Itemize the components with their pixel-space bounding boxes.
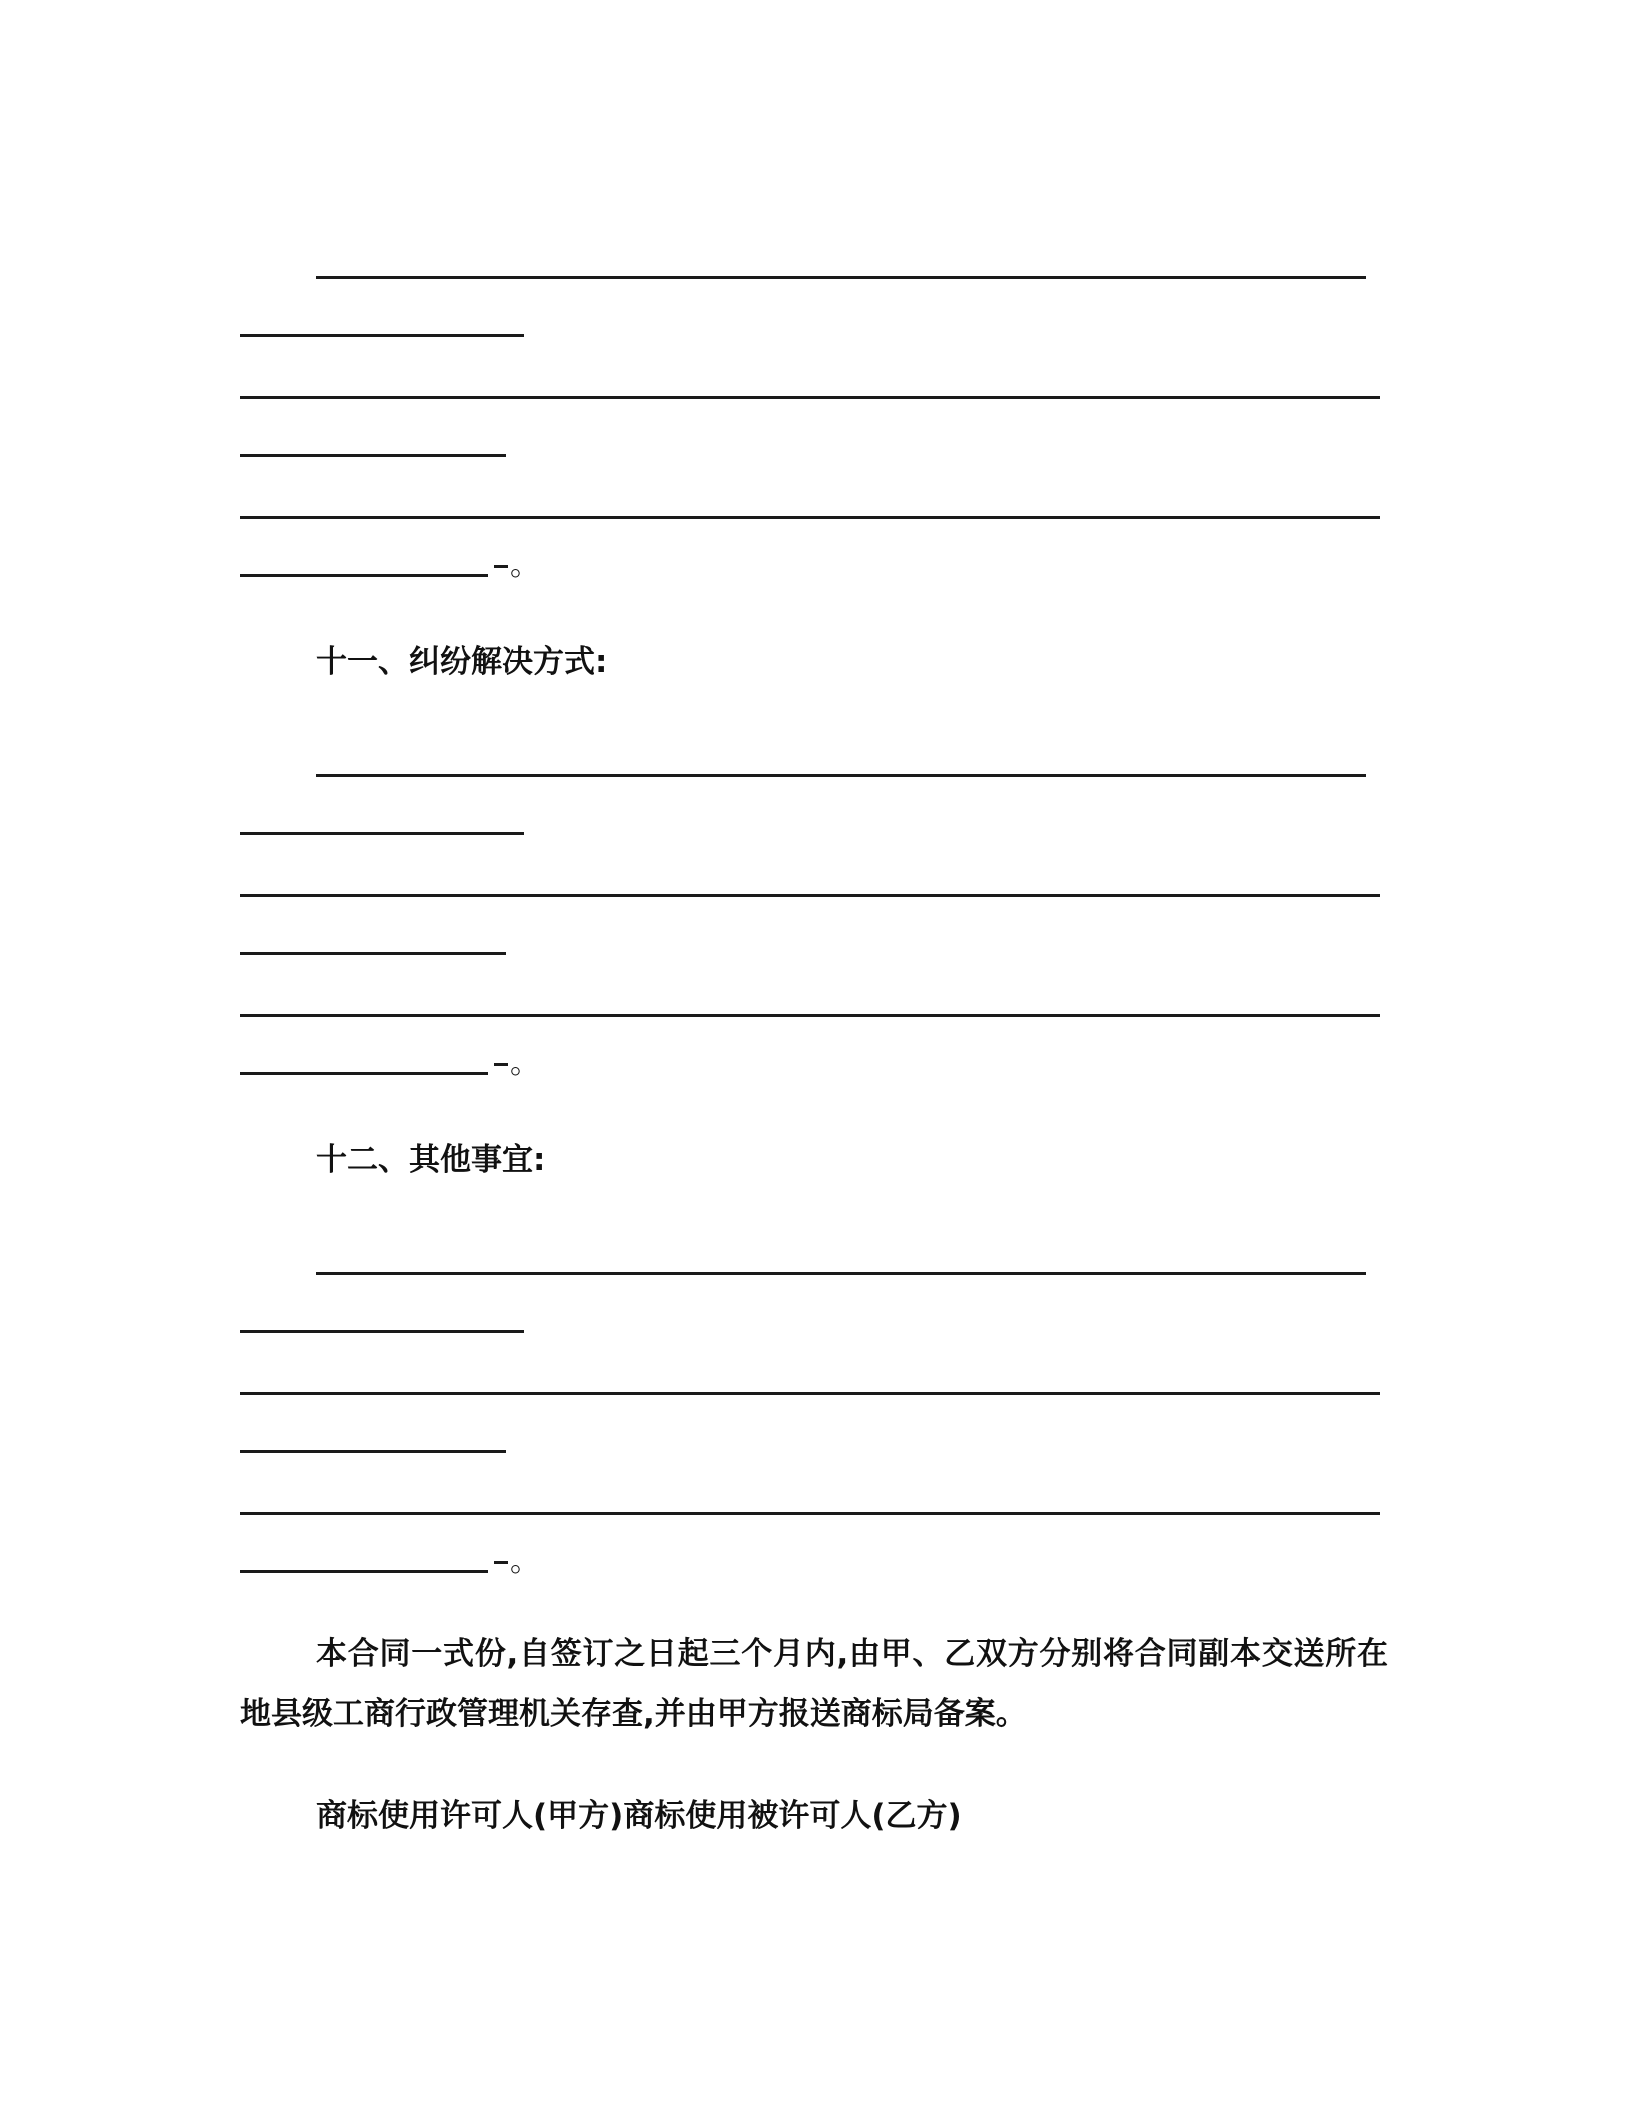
blank-line <box>240 1072 488 1075</box>
period-mark: 。 <box>510 548 540 583</box>
blank-line <box>240 1570 488 1573</box>
blank-line <box>240 952 506 955</box>
section-12-heading: 十二、其他事宜: <box>316 1142 546 1178</box>
blank-line <box>240 396 1380 399</box>
blank-line <box>240 832 524 835</box>
period-mark: 。 <box>510 1046 540 1081</box>
blank-line <box>240 574 488 577</box>
blank-line <box>316 1272 1366 1275</box>
blank-line <box>240 516 1380 519</box>
blank-line <box>240 1392 1380 1395</box>
blank-line <box>240 1014 1380 1017</box>
blank-line <box>316 774 1366 777</box>
blank-line <box>240 894 1380 897</box>
line-end-period <box>494 546 540 586</box>
line-end-period <box>494 1542 540 1582</box>
line-end-period <box>494 1044 540 1084</box>
closing-paragraph: 本合同一式份,自签订之日起三个月内,由甲、乙双方分别将合同副本交送所在地县级工商行政管理机关存查,并由甲方报送商标局备案。 <box>240 1636 1388 1732</box>
period-mark: 。 <box>510 1544 540 1579</box>
section-11-heading: 十一、纠纷解决方式: <box>316 644 608 680</box>
blank-line <box>240 454 506 457</box>
signature-line: 商标使用许可人(甲方)商标使用被许可人(乙方) <box>316 1798 962 1834</box>
blank-line <box>240 1512 1380 1515</box>
blank-line <box>240 334 524 337</box>
blank-line <box>240 1330 524 1333</box>
blank-line <box>240 1450 506 1453</box>
blank-line <box>316 276 1366 279</box>
